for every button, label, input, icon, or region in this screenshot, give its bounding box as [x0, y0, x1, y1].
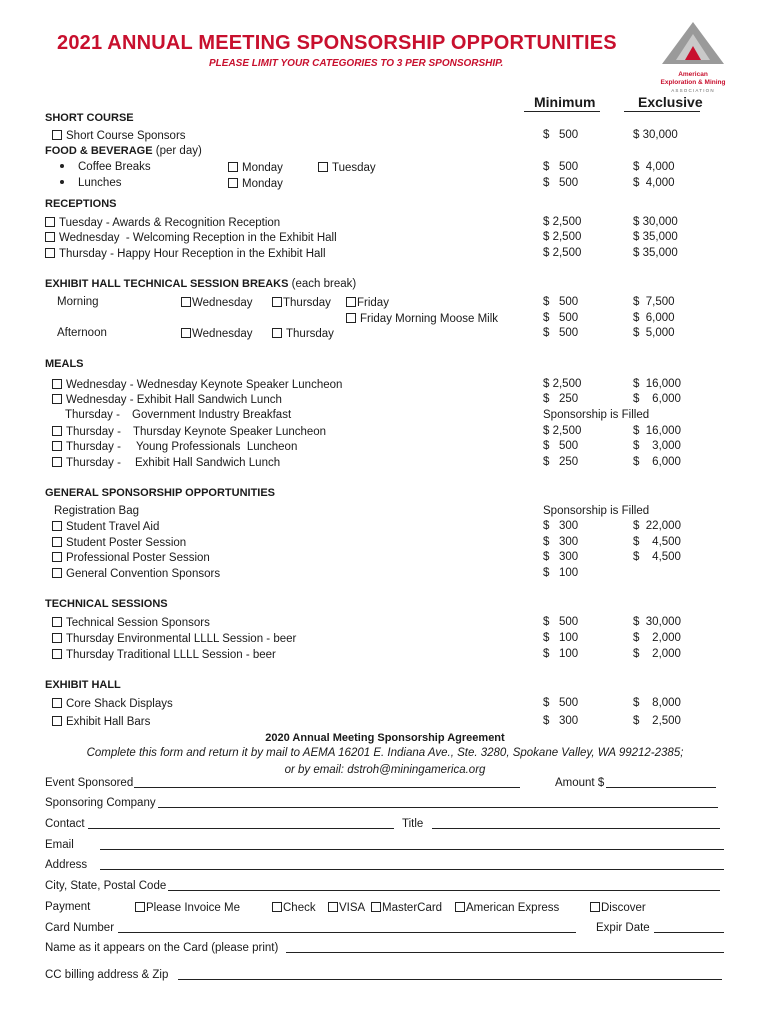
checkbox[interactable] [52, 457, 62, 467]
item-label: Lunches [78, 177, 122, 189]
item-label: Core Shack Displays [66, 698, 173, 710]
contact-label: Contact [45, 818, 85, 830]
list-item[interactable] [52, 537, 186, 550]
list-item[interactable] [52, 379, 342, 392]
agreement-email: or by email: dstroh@miningamerica.org [284, 764, 486, 776]
morning-friday-option[interactable] [346, 297, 389, 310]
list-item[interactable] [52, 633, 296, 646]
mastercard-option[interactable] [371, 902, 442, 915]
amount-exclusive: $ 2,000 [633, 632, 681, 644]
event-sponsored-field[interactable] [134, 787, 520, 788]
afternoon-wednesday-option[interactable] [181, 328, 253, 341]
amount-exclusive: $ 2,000 [633, 648, 681, 660]
section-general: GENERAL SPONSORSHIP OPPORTUNITIES [45, 487, 276, 499]
page-title: 2021 ANNUAL MEETING SPONSORSHIP OPPORTUNITIES [57, 32, 617, 54]
email-label: Email [45, 839, 74, 851]
checkbox[interactable] [346, 297, 356, 307]
column-minimum: Minimum [534, 94, 596, 110]
item-label: Thursday Traditional LLLL Session - beer [66, 649, 276, 661]
morning-wednesday-option[interactable] [181, 297, 253, 310]
amount-minimum: $ 100 [543, 632, 579, 644]
amount-minimum: $ 500 [543, 312, 579, 324]
amount-label: Amount $ [555, 777, 605, 789]
checkbox[interactable] [181, 328, 191, 338]
amount-exclusive: $ 16,000 [633, 378, 681, 390]
event-sponsored-label: Event Sponsored [45, 777, 134, 789]
section-breaks: EXHIBIT HALL TECHNICAL SESSION BREAKS [45, 278, 289, 290]
item-label: Thursday Environmental LLLL Session - beer [66, 633, 297, 645]
checkbox[interactable] [318, 162, 328, 172]
amount-exclusive: $ 4,500 [633, 536, 681, 548]
list-item[interactable] [52, 521, 159, 534]
breaks-heading [45, 279, 356, 291]
food-beverage-note: (per day) [152, 145, 202, 157]
amount-exclusive: $ 6,000 [633, 456, 681, 468]
bullet-icon [60, 164, 64, 168]
name-on-card-field[interactable] [286, 952, 724, 953]
column-exclusive-underline [624, 111, 700, 112]
expir-date-label: Expir Date [596, 922, 650, 934]
amount-minimum: $ 2,500 [543, 425, 582, 437]
item-label: Exhibit Hall Sandwich Lunch [136, 394, 282, 406]
amount-exclusive: $ 30,000 [633, 129, 678, 141]
checkbox[interactable] [52, 649, 62, 659]
item-label: Coffee Breaks [78, 161, 151, 173]
list-item: Registration Bag [54, 505, 140, 517]
item-label: Wednesday Keynote Speaker Luncheon [136, 379, 343, 391]
amount-exclusive: $ 30,000 [633, 216, 678, 228]
cc-billing-label: CC billing address & Zip [45, 969, 169, 981]
cc-billing-field[interactable] [178, 979, 722, 980]
morning-label: Morning [57, 296, 99, 308]
section-receptions: RECEPTIONS [45, 198, 117, 210]
list-item[interactable] [52, 552, 210, 565]
amount-minimum: $ 500 [543, 697, 579, 709]
title-label: Title [402, 818, 424, 830]
check-option[interactable] [272, 902, 316, 915]
friday-moose-milk-option[interactable] [346, 313, 498, 326]
sponsoring-company-label: Sponsoring Company [45, 797, 156, 809]
option-label: Friday [357, 297, 389, 309]
option-label: MasterCard [382, 902, 443, 914]
amount-exclusive: $ 35,000 [633, 231, 678, 243]
amount-minimum: $ 100 [543, 567, 579, 579]
coffee-tuesday-option[interactable] [318, 162, 376, 175]
option-label: Wednesday [192, 328, 253, 340]
card-number-label: Card Number [45, 922, 115, 934]
name-on-card-label: Name as it appears on the Card (please print) [45, 942, 279, 954]
option-label: Monday [242, 162, 283, 174]
expir-date-field[interactable] [654, 932, 724, 933]
amount-exclusive: $ 5,000 [633, 327, 675, 339]
amount-minimum: $ 300 [543, 536, 579, 548]
item-day: Thursday - [65, 409, 120, 421]
amount-minimum: $ 500 [543, 616, 579, 628]
list-item[interactable] [52, 649, 276, 662]
checkbox[interactable] [228, 178, 238, 188]
short-course-sponsors-row[interactable] [52, 130, 186, 143]
checkbox[interactable] [52, 617, 62, 627]
aema-logo [648, 20, 738, 98]
sponsoring-company-field[interactable] [158, 807, 718, 808]
checkbox[interactable] [272, 902, 282, 912]
amount-exclusive: $ 3,000 [633, 440, 681, 452]
item-label: Thursday - Happy Hour Reception in the Exhibit Hall [59, 248, 326, 260]
coffee-breaks-label [60, 162, 151, 174]
checkbox[interactable] [52, 633, 62, 643]
list-item[interactable] [52, 568, 220, 581]
item-label: Professional Poster Session [66, 552, 210, 564]
checkbox[interactable] [52, 130, 62, 140]
amount-minimum: $ 300 [543, 715, 579, 727]
list-item[interactable] [45, 232, 337, 245]
item-label: Short Course Sponsors [66, 130, 186, 142]
item-label: Student Travel Aid [66, 521, 160, 533]
checkbox[interactable] [135, 902, 145, 912]
address-label: Address [45, 859, 88, 871]
checkbox[interactable] [52, 394, 62, 404]
visa-option[interactable] [328, 902, 365, 915]
item-label: Technical Session Sponsors [66, 617, 210, 629]
item-day: Thursday - [66, 457, 121, 469]
list-item[interactable] [52, 457, 280, 470]
checkbox[interactable] [52, 441, 62, 451]
amex-option[interactable] [455, 902, 559, 915]
city-state-field[interactable] [168, 890, 720, 891]
payment-label: Payment [45, 901, 91, 913]
item-label: Wednesday - Welcoming Reception in the Exhibit Hall [59, 232, 337, 244]
item-label: Exhibit Hall Sandwich Lunch [135, 457, 281, 469]
option-label: Please Invoice Me [146, 902, 240, 914]
checkbox[interactable] [52, 379, 62, 389]
item-day: Wednesday - [66, 394, 134, 406]
item-label: Government Industry Breakfast [132, 409, 292, 421]
amount-exclusive: $ 22,000 [633, 520, 681, 532]
logo-text-3: ASSOCIATION [671, 88, 715, 93]
checkbox[interactable] [181, 297, 191, 307]
checkbox[interactable] [45, 248, 55, 258]
discover-option[interactable] [590, 902, 646, 915]
morning-thursday-option[interactable] [272, 297, 331, 310]
column-exclusive: Exclusive [638, 94, 703, 110]
section-meals: MEALS [45, 358, 84, 370]
amount-exclusive: $ 4,500 [633, 551, 681, 563]
option-label: American Express [466, 902, 560, 914]
city-state-label: City, State, Postal Code [45, 880, 167, 892]
item-label: Student Poster Session [66, 537, 187, 549]
checkbox[interactable] [52, 716, 62, 726]
item-label: Thursday Keynote Speaker Luncheon [133, 426, 327, 438]
option-label: Discover [601, 902, 646, 914]
checkbox[interactable] [328, 902, 338, 912]
amount-minimum: $ 100 [543, 648, 579, 660]
section-exhibit-hall: EXHIBIT HALL [45, 679, 121, 691]
food-beverage-title: FOOD & BEVERAGE [45, 145, 153, 157]
title-field[interactable] [432, 828, 720, 829]
checkbox[interactable] [455, 902, 465, 912]
amount-exclusive: $ 4,000 [633, 177, 675, 189]
amount-exclusive: $ 6,000 [633, 393, 681, 405]
afternoon-label: Afternoon [57, 327, 107, 339]
amount-field[interactable] [606, 787, 716, 788]
list-item[interactable] [45, 217, 280, 230]
option-label: Thursday [283, 297, 331, 309]
item-day: Thursday - [66, 426, 121, 438]
section-short-course: SHORT COURSE [45, 112, 134, 124]
invoice-option[interactable] [135, 902, 240, 915]
item-day: Thursday - [66, 441, 121, 453]
card-number-field[interactable] [118, 932, 576, 933]
coffee-monday-option[interactable] [228, 162, 283, 175]
amount-exclusive: $ 6,000 [633, 312, 675, 324]
lunches-monday-option[interactable] [228, 178, 283, 191]
checkbox[interactable] [272, 328, 282, 338]
breaks-note: (each break) [288, 278, 357, 290]
sponsorship-filled-label: Sponsorship is Filled [543, 505, 650, 517]
amount-minimum: $ 500 [543, 161, 579, 173]
page-subtitle: PLEASE LIMIT YOUR CATEGORIES TO 3 PER SPONSORSHIP. [209, 58, 504, 69]
option-label: Thursday [286, 328, 334, 340]
amount-exclusive: $ 35,000 [633, 247, 678, 259]
list-item[interactable] [52, 716, 150, 729]
item-label: Young Professionals Luncheon [136, 441, 298, 453]
agreement-heading: 2020 Annual Meeting Sponsorship Agreement [265, 732, 505, 744]
checkbox[interactable] [45, 232, 55, 242]
list-item[interactable] [52, 426, 326, 439]
amount-minimum: $ 500 [543, 177, 579, 189]
item-label: Exhibit Hall Bars [66, 716, 151, 728]
list-item[interactable] [52, 441, 297, 454]
amount-minimum: $ 2,500 [543, 378, 582, 390]
amount-exclusive: $ 2,500 [633, 715, 681, 727]
checkbox[interactable] [52, 568, 62, 578]
food-beverage-heading [45, 146, 202, 158]
checkbox[interactable] [45, 217, 55, 227]
list-item [65, 410, 291, 422]
amount-exclusive: $ 16,000 [633, 425, 681, 437]
checkbox[interactable] [52, 552, 62, 562]
amount-minimum: $ 2,500 [543, 216, 582, 228]
amount-minimum: $ 300 [543, 520, 579, 532]
afternoon-thursday-option[interactable] [272, 328, 334, 341]
bullet-icon [60, 180, 64, 184]
option-label: Friday Morning Moose Milk [360, 313, 499, 325]
sponsorship-filled-label: Sponsorship is Filled [543, 409, 650, 421]
list-item[interactable] [52, 617, 210, 630]
section-technical: TECHNICAL SESSIONS [45, 598, 168, 610]
checkbox[interactable] [346, 313, 356, 323]
item-label: General Convention Sponsors [66, 568, 221, 580]
option-label: VISA [339, 902, 366, 914]
amount-minimum: $ 500 [543, 129, 579, 141]
amount-minimum: $ 2,500 [543, 231, 582, 243]
amount-minimum: $ 2,500 [543, 247, 582, 259]
checkbox[interactable] [590, 902, 600, 912]
amount-minimum: $ 250 [543, 456, 579, 468]
item-label: Tuesday - Awards & Recognition Reception [59, 217, 281, 229]
checkbox[interactable] [371, 902, 381, 912]
amount-exclusive: $ 7,500 [633, 296, 675, 308]
item-day: Wednesday - [66, 379, 134, 391]
list-item[interactable] [45, 248, 326, 261]
checkbox[interactable] [228, 162, 238, 172]
logo-text-1: American [678, 71, 708, 78]
agreement-instructions: Complete this form and return it by mail to AEMA 16201 E. Indiana Ave., Ste. 3280, Spokane Valley, WA 99212-2385; [86, 747, 684, 759]
contact-field[interactable] [88, 828, 394, 829]
checkbox[interactable] [52, 521, 62, 531]
option-label: Monday [242, 178, 283, 190]
amount-exclusive: $ 8,000 [633, 697, 681, 709]
amount-exclusive: $ 30,000 [633, 616, 681, 628]
logo-triangle-icon [648, 20, 738, 68]
column-minimum-underline [524, 111, 600, 112]
amount-minimum: $ 500 [543, 296, 579, 308]
list-item[interactable] [52, 394, 282, 407]
amount-minimum: $ 500 [543, 440, 579, 452]
checkbox[interactable] [52, 698, 62, 708]
list-item[interactable] [52, 698, 173, 711]
logo-text-2: Exploration & Mining [660, 79, 726, 86]
option-label: Check [283, 902, 316, 914]
checkbox[interactable] [52, 537, 62, 547]
amount-minimum: $ 500 [543, 327, 579, 339]
address-field[interactable] [100, 869, 724, 870]
amount-minimum: $ 250 [543, 393, 579, 405]
email-field[interactable] [100, 849, 724, 850]
option-label: Wednesday [192, 297, 253, 309]
lunches-label [60, 178, 121, 190]
amount-minimum: $ 300 [543, 551, 579, 563]
checkbox[interactable] [52, 426, 62, 436]
option-label: Tuesday [332, 162, 376, 174]
checkbox[interactable] [272, 297, 282, 307]
amount-exclusive: $ 4,000 [633, 161, 675, 173]
